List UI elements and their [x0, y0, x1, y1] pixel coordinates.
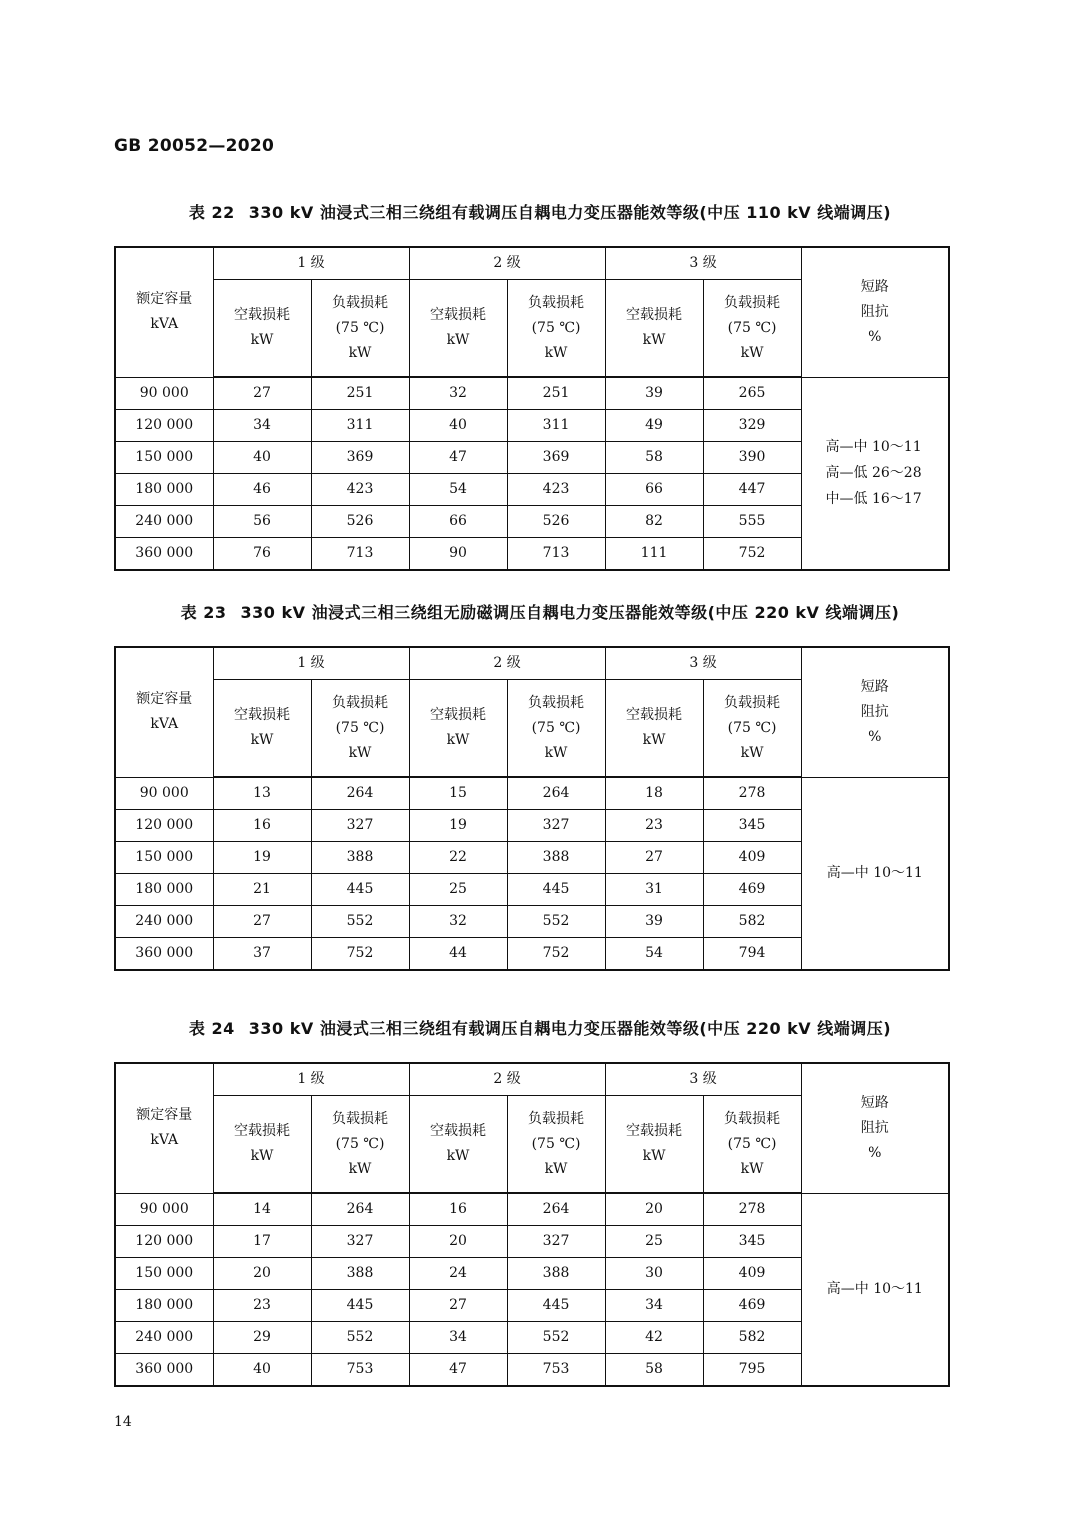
value-cell: 20	[213, 1258, 311, 1290]
value-cell: 19	[409, 810, 507, 842]
header-capacity-line: kVA	[150, 716, 179, 733]
value-cell: 409	[703, 1258, 801, 1290]
value-cell: 278	[703, 777, 801, 810]
header-load-loss	[703, 680, 801, 778]
header-capacity-line: kVA	[150, 316, 179, 333]
table-number: 表 23	[180, 603, 227, 622]
header-noload-line: kW	[446, 732, 470, 748]
value-cell: 526	[311, 506, 409, 538]
value-cell: 264	[507, 1193, 605, 1226]
value-cell: 14	[213, 1193, 311, 1226]
value-cell: 47	[409, 442, 507, 474]
header-load-line: (75 ℃)	[335, 1135, 385, 1152]
value-cell: 752	[703, 538, 801, 571]
value-cell: 16	[213, 810, 311, 842]
value-cell: 552	[507, 906, 605, 938]
value-cell: 388	[311, 1258, 409, 1290]
header-impedance-line: 短路	[860, 278, 889, 295]
table-number: 表 22	[188, 203, 235, 222]
header-load-line: kW	[348, 344, 372, 361]
value-cell: 22	[409, 842, 507, 874]
value-cell: 264	[311, 777, 409, 810]
value-cell: 25	[409, 874, 507, 906]
impedance-value: 高—中 10～11	[825, 439, 922, 456]
value-cell: 34	[213, 410, 311, 442]
value-cell: 251	[507, 377, 605, 410]
header-load-line: kW	[348, 744, 372, 761]
header-noload-loss	[213, 1096, 311, 1194]
value-cell: 752	[507, 938, 605, 971]
header-load-loss	[311, 280, 409, 378]
value-cell: 30	[605, 1258, 703, 1290]
value-cell: 66	[605, 474, 703, 506]
value-cell: 29	[213, 1322, 311, 1354]
impedance-value: 中—低 16～17	[825, 491, 922, 508]
capacity-cell: 360 000	[115, 538, 213, 571]
value-cell: 390	[703, 442, 801, 474]
header-load-line: kW	[740, 344, 764, 361]
header-load-line: kW	[544, 744, 568, 761]
value-cell: 445	[507, 874, 605, 906]
header-grade-3: 3 级	[605, 647, 801, 680]
efficiency-table	[114, 246, 950, 571]
header-noload-line: 空载损耗	[234, 1123, 290, 1139]
value-cell: 16	[409, 1193, 507, 1226]
header-impedance-line: %	[868, 1144, 882, 1161]
value-cell: 713	[507, 538, 605, 571]
value-cell: 34	[605, 1290, 703, 1322]
table-title: 330 kV 油浸式三相三绕组有载调压自耦电力变压器能效等级(中压 220 kV 线端调压)	[248, 1019, 892, 1038]
header-capacity-line: 额定容量	[136, 291, 193, 308]
header-impedance-line: 阻抗	[860, 703, 889, 720]
header-noload-line: kW	[446, 1148, 470, 1164]
header-load-loss	[311, 680, 409, 778]
header-load-line: 负载损耗	[332, 1110, 388, 1127]
header-grade-1: 1 级	[213, 247, 409, 280]
value-cell: 752	[311, 938, 409, 971]
value-cell: 42	[605, 1322, 703, 1354]
header-noload-line: kW	[250, 732, 274, 748]
value-cell: 13	[213, 777, 311, 810]
value-cell: 20	[409, 1226, 507, 1258]
impedance-value: 高—中 10～11	[826, 865, 923, 882]
capacity-cell: 360 000	[115, 938, 213, 971]
header-noload-loss	[213, 680, 311, 778]
header-load-loss	[703, 280, 801, 378]
header-load-line: (75 ℃)	[335, 319, 385, 336]
header-noload-loss	[409, 680, 507, 778]
header-impedance-line: %	[868, 728, 882, 745]
value-cell: 17	[213, 1226, 311, 1258]
table-caption	[0, 1016, 1080, 1039]
header-capacity-line: kVA	[150, 1132, 179, 1149]
value-cell: 423	[311, 474, 409, 506]
value-cell: 40	[213, 1354, 311, 1387]
value-cell: 264	[311, 1193, 409, 1226]
value-cell: 795	[703, 1354, 801, 1387]
value-cell: 40	[409, 410, 507, 442]
header-load-line: kW	[740, 744, 764, 761]
header-row	[115, 647, 949, 680]
header-load-line: kW	[740, 1160, 764, 1177]
value-cell: 25	[605, 1226, 703, 1258]
value-cell: 264	[507, 777, 605, 810]
header-row	[115, 247, 949, 280]
value-cell: 58	[605, 1354, 703, 1387]
value-cell: 24	[409, 1258, 507, 1290]
value-cell: 27	[605, 842, 703, 874]
document-header: GB 20052—2020	[114, 136, 275, 156]
value-cell: 369	[507, 442, 605, 474]
header-capacity	[115, 1063, 213, 1193]
value-cell: 49	[605, 410, 703, 442]
value-cell: 552	[507, 1322, 605, 1354]
header-grade-2: 2 级	[409, 247, 605, 280]
value-cell: 27	[409, 1290, 507, 1322]
value-cell: 44	[409, 938, 507, 971]
value-cell: 23	[213, 1290, 311, 1322]
value-cell: 327	[507, 810, 605, 842]
impedance-cell	[801, 377, 949, 570]
capacity-cell: 150 000	[115, 842, 213, 874]
value-cell: 18	[605, 777, 703, 810]
value-cell: 32	[409, 377, 507, 410]
header-capacity	[115, 647, 213, 777]
capacity-cell: 150 000	[115, 442, 213, 474]
header-load-line: kW	[544, 344, 568, 361]
capacity-cell: 240 000	[115, 906, 213, 938]
header-noload-line: 空载损耗	[626, 707, 683, 723]
header-load-line: (75 ℃)	[727, 319, 777, 336]
value-cell: 445	[507, 1290, 605, 1322]
value-cell: 54	[605, 938, 703, 971]
header-impedance-line: 阻抗	[860, 303, 889, 320]
value-cell: 327	[311, 810, 409, 842]
header-noload-loss	[409, 280, 507, 378]
header-noload-line: kW	[642, 332, 666, 348]
value-cell: 552	[311, 906, 409, 938]
value-cell: 46	[213, 474, 311, 506]
value-cell: 32	[409, 906, 507, 938]
impedance-value: 高—中 10～11	[826, 1281, 923, 1298]
value-cell: 82	[605, 506, 703, 538]
header-noload-line: kW	[642, 732, 666, 748]
value-cell: 388	[311, 842, 409, 874]
value-cell: 27	[213, 377, 311, 410]
value-cell: 90	[409, 538, 507, 571]
header-noload-loss	[605, 280, 703, 378]
capacity-cell: 120 000	[115, 810, 213, 842]
value-cell: 31	[605, 874, 703, 906]
value-cell: 40	[213, 442, 311, 474]
value-cell: 66	[409, 506, 507, 538]
value-cell: 54	[409, 474, 507, 506]
header-impedance-line: 阻抗	[860, 1119, 889, 1136]
table-row	[115, 777, 949, 810]
capacity-cell: 120 000	[115, 1226, 213, 1258]
table-row	[115, 377, 949, 410]
header-grade-3: 3 级	[605, 1063, 801, 1096]
header-load-line: kW	[348, 1160, 372, 1177]
header-noload-line: kW	[446, 332, 470, 348]
header-noload-line: 空载损耗	[430, 707, 487, 723]
capacity-cell: 90 000	[115, 377, 213, 410]
header-grade-2: 2 级	[409, 1063, 605, 1096]
value-cell: 753	[311, 1354, 409, 1387]
header-impedance	[801, 247, 949, 377]
header-impedance-line: 短路	[860, 678, 889, 695]
value-cell: 753	[507, 1354, 605, 1387]
table-title: 330 kV 油浸式三相三绕组无励磁调压自耦电力变压器能效等级(中压 220 kV 线端调压)	[240, 603, 900, 622]
header-row	[115, 1063, 949, 1096]
header-load-line: (75 ℃)	[335, 719, 385, 736]
header-noload-line: 空载损耗	[626, 1123, 683, 1139]
header-load-line: 负载损耗	[724, 694, 781, 711]
value-cell: 21	[213, 874, 311, 906]
header-capacity	[115, 247, 213, 377]
header-noload-loss	[605, 1096, 703, 1194]
header-load-line: 负载损耗	[724, 1110, 781, 1127]
value-cell: 76	[213, 538, 311, 571]
value-cell: 39	[605, 906, 703, 938]
header-impedance-line: 短路	[860, 1094, 889, 1111]
header-load-line: 负载损耗	[332, 694, 388, 711]
value-cell: 20	[605, 1193, 703, 1226]
value-cell: 388	[507, 842, 605, 874]
header-grade-1: 1 级	[213, 1063, 409, 1096]
header-impedance	[801, 647, 949, 777]
header-noload-line: kW	[642, 1148, 666, 1164]
capacity-cell: 180 000	[115, 1290, 213, 1322]
header-noload-line: 空载损耗	[430, 1123, 487, 1139]
value-cell: 265	[703, 377, 801, 410]
header-load-loss	[703, 1096, 801, 1194]
header-impedance-line: %	[868, 328, 882, 345]
table-caption	[0, 600, 1080, 623]
value-cell: 251	[311, 377, 409, 410]
value-cell: 713	[311, 538, 409, 571]
header-load-line: 负载损耗	[528, 294, 585, 311]
value-cell: 526	[507, 506, 605, 538]
value-cell: 39	[605, 377, 703, 410]
header-load-line: 负载损耗	[332, 294, 388, 311]
value-cell: 15	[409, 777, 507, 810]
capacity-cell: 120 000	[115, 410, 213, 442]
header-noload-line: kW	[250, 332, 274, 348]
capacity-cell: 240 000	[115, 506, 213, 538]
impedance-cell	[801, 777, 949, 970]
value-cell: 555	[703, 506, 801, 538]
value-cell: 27	[213, 906, 311, 938]
value-cell: 278	[703, 1193, 801, 1226]
value-cell: 19	[213, 842, 311, 874]
header-load-loss	[507, 680, 605, 778]
value-cell: 552	[311, 1322, 409, 1354]
header-grade-2: 2 级	[409, 647, 605, 680]
table-number: 表 24	[188, 1019, 235, 1038]
header-noload-line: 空载损耗	[234, 707, 290, 723]
value-cell: 345	[703, 1226, 801, 1258]
header-noload-line: kW	[250, 1148, 274, 1164]
header-grade-3: 3 级	[605, 247, 801, 280]
impedance-cell	[801, 1193, 949, 1386]
value-cell: 469	[703, 1290, 801, 1322]
header-noload-loss	[409, 1096, 507, 1194]
value-cell: 445	[311, 874, 409, 906]
value-cell: 56	[213, 506, 311, 538]
header-capacity-line: 额定容量	[136, 1107, 193, 1124]
header-load-loss	[311, 1096, 409, 1194]
header-load-line: 负载损耗	[724, 294, 781, 311]
value-cell: 37	[213, 938, 311, 971]
value-cell: 111	[605, 538, 703, 571]
capacity-cell: 240 000	[115, 1322, 213, 1354]
value-cell: 311	[507, 410, 605, 442]
value-cell: 445	[311, 1290, 409, 1322]
header-load-loss	[507, 1096, 605, 1194]
header-load-line: 负载损耗	[528, 694, 585, 711]
capacity-cell: 90 000	[115, 777, 213, 810]
header-load-line: (75 ℃)	[531, 719, 581, 736]
impedance-value: 高—低 26～28	[825, 465, 922, 482]
value-cell: 311	[311, 410, 409, 442]
capacity-cell: 360 000	[115, 1354, 213, 1387]
header-load-line: (75 ℃)	[531, 1135, 581, 1152]
value-cell: 794	[703, 938, 801, 971]
header-grade-1: 1 级	[213, 647, 409, 680]
header-load-line: (75 ℃)	[531, 319, 581, 336]
capacity-cell: 180 000	[115, 474, 213, 506]
value-cell: 34	[409, 1322, 507, 1354]
capacity-cell: 90 000	[115, 1193, 213, 1226]
value-cell: 327	[311, 1226, 409, 1258]
value-cell: 329	[703, 410, 801, 442]
header-capacity-line: 额定容量	[136, 691, 193, 708]
value-cell: 58	[605, 442, 703, 474]
table-row	[115, 1193, 949, 1226]
page-number: 14	[114, 1414, 132, 1430]
value-cell: 582	[703, 1322, 801, 1354]
header-noload-loss	[213, 280, 311, 378]
header-load-line: kW	[544, 1160, 568, 1177]
header-noload-line: 空载损耗	[626, 307, 683, 323]
value-cell: 327	[507, 1226, 605, 1258]
capacity-cell: 180 000	[115, 874, 213, 906]
capacity-cell: 150 000	[115, 1258, 213, 1290]
header-noload-loss	[605, 680, 703, 778]
table-title: 330 kV 油浸式三相三绕组有载调压自耦电力变压器能效等级(中压 110 kV 线端调压)	[248, 203, 892, 222]
header-load-loss	[507, 280, 605, 378]
value-cell: 47	[409, 1354, 507, 1387]
value-cell: 582	[703, 906, 801, 938]
value-cell: 369	[311, 442, 409, 474]
value-cell: 469	[703, 874, 801, 906]
header-load-line: (75 ℃)	[727, 719, 777, 736]
value-cell: 447	[703, 474, 801, 506]
value-cell: 345	[703, 810, 801, 842]
header-noload-line: 空载损耗	[234, 307, 290, 323]
header-load-line: (75 ℃)	[727, 1135, 777, 1152]
value-cell: 409	[703, 842, 801, 874]
header-noload-line: 空载损耗	[430, 307, 487, 323]
efficiency-table	[114, 1062, 950, 1387]
header-load-line: 负载损耗	[528, 1110, 585, 1127]
value-cell: 23	[605, 810, 703, 842]
efficiency-table	[114, 646, 950, 971]
value-cell: 388	[507, 1258, 605, 1290]
table-caption	[0, 200, 1080, 223]
header-impedance	[801, 1063, 949, 1193]
value-cell: 423	[507, 474, 605, 506]
